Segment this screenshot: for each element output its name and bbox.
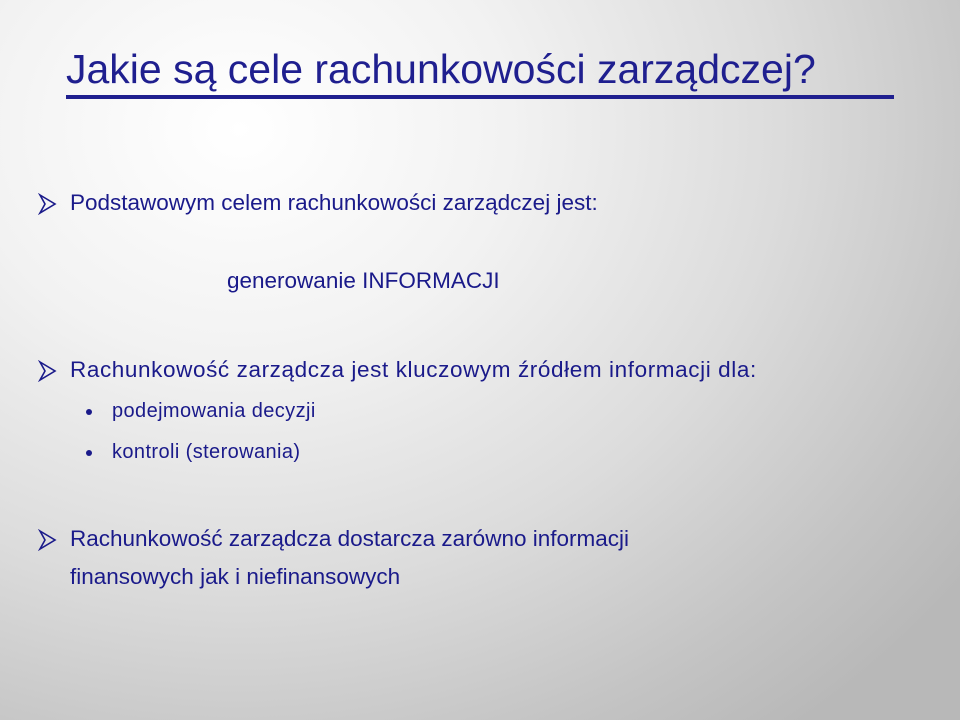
point-1-text: Podstawowym celem rachunkowości zarządczej jest: xyxy=(70,190,598,215)
dot-bullet-icon xyxy=(86,450,92,456)
point-3-text-line-2: finansowych jak i niefinansowych xyxy=(70,564,401,589)
point-2-subitem-1: podejmowania decyzji xyxy=(112,400,316,422)
arrow-bullet-icon xyxy=(37,360,59,382)
point-2-text: Rachunkowość zarządcza jest kluczowym źródłem informacji dla: xyxy=(70,357,757,382)
slide-title: Jakie są cele rachunkowości zarządczej? xyxy=(66,46,816,92)
point-1-detail: generowanie INFORMACJI xyxy=(227,268,500,293)
arrow-bullet-icon xyxy=(37,529,59,551)
point-2-subitem-2: kontroli (sterowania) xyxy=(112,441,301,463)
dot-bullet-icon xyxy=(86,409,92,415)
point-3-text-line-1: Rachunkowość zarządcza dostarcza zarówno informacji xyxy=(70,526,629,551)
title-underline xyxy=(66,95,894,99)
arrow-bullet-icon xyxy=(37,193,59,215)
